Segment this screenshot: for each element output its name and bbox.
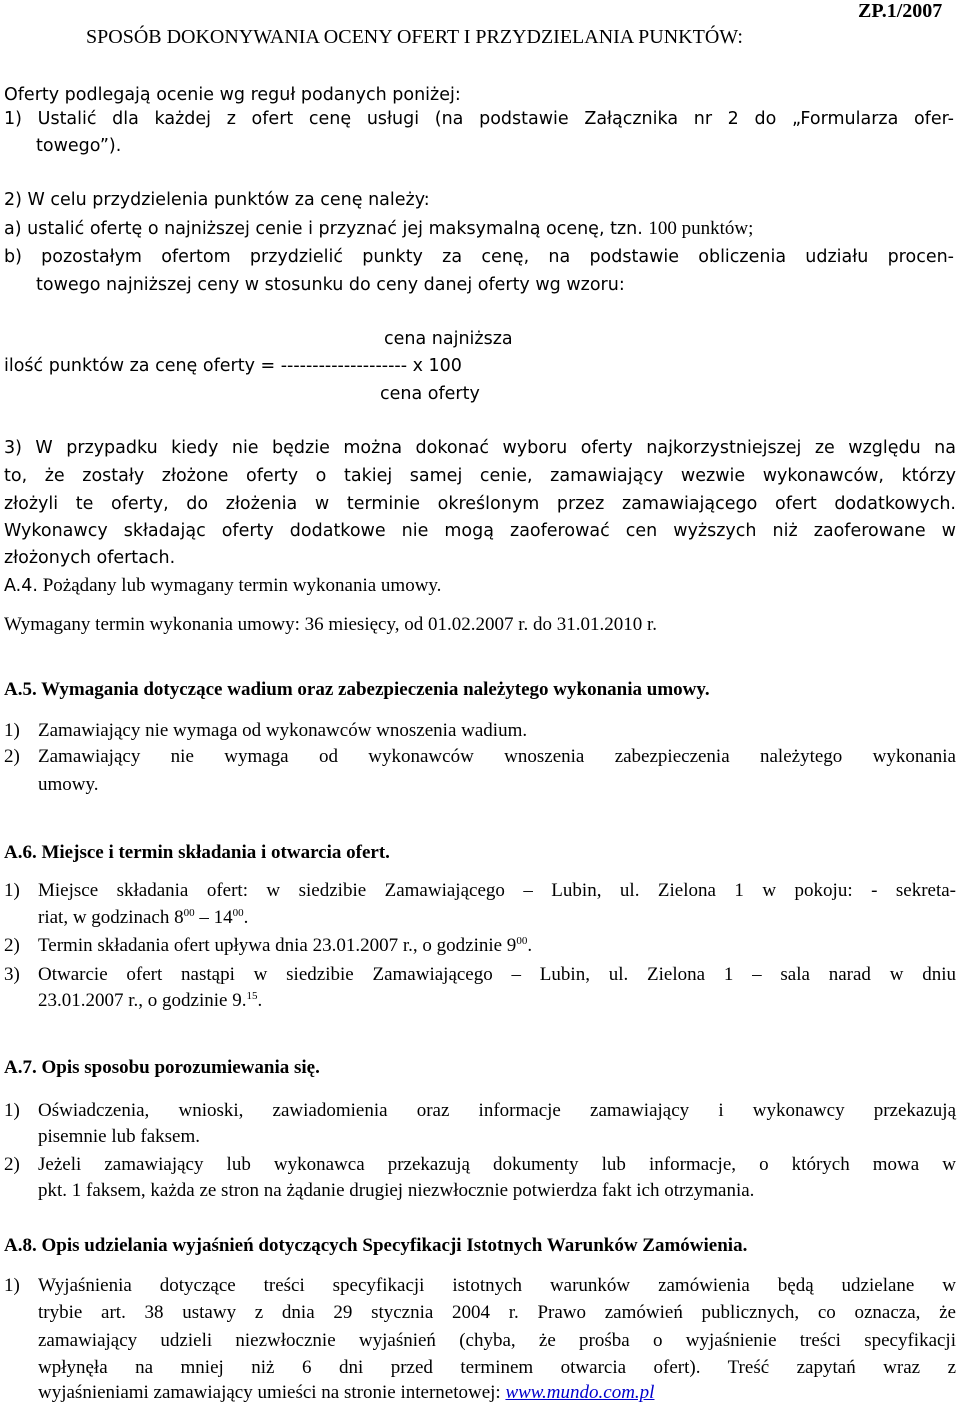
a6-item-2-end: . [527, 935, 533, 956]
a6-item-1-line-2-b: – 14 [194, 907, 233, 928]
scoring-point-2a-points: 100 punktów; [648, 218, 754, 239]
a8-item-1-line-2: trybie art. 38 ustawy z dnia 29 stycznia 2004 r. Prawo zamówień publicznych, co oznacza, że [38, 1302, 956, 1323]
a5-item-2-line-1: Zamawiający nie wymaga od wykonawców wnoszenia zabezpieczenia należytego wykonania [38, 746, 956, 767]
a5-heading: A.5. Wymagania dotyczące wadium oraz zabezpieczenia należytego wykonania umowy. [4, 679, 710, 700]
a8-item-1-line-5-text: wyjaśnieniami zamawiający umieści na stronie internetowej: [38, 1382, 501, 1403]
a4-term-text: Wymagany termin wykonania umowy: 36 miesięcy, od 01.02.2007 r. do 31.01.2010 r. [4, 614, 658, 635]
a7-item-1-number: 1) [4, 1100, 20, 1121]
scoring-point-2-title: 2) W celu przydzielenia punktów za cenę należy: [4, 190, 430, 210]
a6-item-1-line-2-a: riat, w godzinach 8 [38, 907, 184, 928]
a5-item-2-line-2: umowy. [38, 774, 99, 795]
scoring-point-3-line-4: Wykonawcy składając oferty dodatkowe nie mogą zaoferować cen wyższych niż zaoferowane w [4, 521, 956, 541]
a6-item-3-line-2-a: 23.01.2007 r., o godzinie 9. [38, 990, 247, 1011]
scoring-point-3-line-2: to, że zostały złożone oferty o takiej samej cenie, zamawiający wezwie wykonawców, którzy [4, 466, 956, 486]
a8-item-1-line-4: wpłynęła na mniej niż 6 dni przed terminem otwarcia ofert). Treść zapytań wraz z [38, 1357, 956, 1378]
a5-item-1 [4, 718, 527, 744]
a6-item-3-line-2-b: . [257, 990, 263, 1011]
a6-item-1-line-2 [38, 905, 248, 931]
a4-heading [4, 573, 441, 599]
scoring-point-2a-main: a) ustalić ofertę o najniższej cenie i przyznać jej maksymalną ocenę, tzn. [4, 219, 643, 239]
scoring-point-2b-line-2: towego najniższej ceny w stosunku do ceny danej oferty wg wzoru: [36, 275, 625, 295]
a6-heading: A.6. Miejsce i termin składania i otwarcia ofert. [4, 842, 390, 863]
scoring-point-3-line-5: złożonych ofertach. [4, 548, 176, 568]
a8-item-1-number: 1) [4, 1275, 20, 1296]
scoring-point-1-line-1: 1) Ustalić dla każdej z ofert cenę usługi (na podstawie Załącznika nr 2 do „Formularza ofer- [4, 109, 954, 129]
scoring-point-3-line-3: złożyli te oferty, do złożenia w terminie określonym przez zamawiającego ofert dodatkowych. [4, 494, 956, 514]
a7-item-2-number: 2) [4, 1154, 20, 1175]
formula-numerator: cena najniższa [384, 329, 513, 349]
a5-item-1-number: 1) [4, 720, 20, 741]
section-title: SPOSÓB DOKONYWANIA OCENY OFERT I PRZYDZIELANIA PUNKTÓW: [86, 26, 743, 48]
a5-item-1-text: Zamawiający nie wymaga od wykonawców wnoszenia wadium. [38, 720, 528, 741]
a6-item-1-line-2-c: . [243, 907, 249, 928]
a6-item-1-sup-2: 00 [232, 906, 244, 919]
scoring-point-2a [4, 216, 753, 242]
a7-heading: A.7. Opis sposobu porozumiewania się. [4, 1057, 320, 1078]
a8-item-1-line-5 [38, 1380, 654, 1406]
a6-item-2-sup: 00 [516, 934, 528, 947]
a7-item-2-line-1: Jeżeli zamawiający lub wykonawca przekazują dokumenty lub informacje, o których mowa w [38, 1154, 956, 1175]
a6-item-3-line-2 [38, 988, 262, 1014]
a5-item-2-number: 2) [4, 746, 20, 767]
a6-item-1-sup-1: 00 [183, 906, 195, 919]
website-link[interactable]: www.mundo.com.pl [505, 1382, 655, 1403]
formula-denominator: cena oferty [380, 384, 480, 404]
formula-expression: ilość punktów za cenę oferty = -------------------- x 100 [4, 356, 462, 376]
a4-heading-text: Pożądany lub wymagany termin wykonania umowy. [42, 575, 442, 596]
a6-item-3-line-1: Otwarcie ofert nastąpi w siedzibie Zamawiającego – Lubin, ul. Zielona 1 – sala narad w dniu [38, 964, 956, 985]
document-code: ZP.1/2007 [858, 0, 943, 22]
a6-item-1-number: 1) [4, 880, 20, 901]
a6-item-1-line-1: Miejsce składania ofert: w siedzibie Zamawiającego – Lubin, ul. Zielona 1 w pokoju: - sekreta- [38, 880, 956, 901]
scoring-point-1-line-2: towego”). [36, 136, 122, 156]
a8-item-1-line-1: Wyjaśnienia dotyczące treści specyfikacji istotnych warunków zamówienia będą udzielane w [38, 1275, 956, 1296]
scoring-intro: Oferty podlegają ocenie wg reguł podanych poniżej: [4, 85, 461, 105]
a6-item-2-number: 2) [4, 935, 20, 956]
a6-item-3-number: 3) [4, 964, 20, 985]
a8-heading: A.8. Opis udzielania wyjaśnień dotyczących Specyfikacji Istotnych Warunków Zamówienia. [4, 1235, 748, 1256]
a6-item-3-sup: 15 [246, 989, 258, 1002]
a7-item-2-line-2: pkt. 1 faksem, każda ze stron na żądanie drugiej niezwłocznie potwierdza fakt ich otrzymania. [38, 1180, 755, 1201]
scoring-point-3-line-1: 3) W przypadku kiedy nie będzie można dokonać wyboru oferty najkorzystniejszej ze względu na [4, 438, 956, 458]
a7-item-1-line-2: pisemnie lub faksem. [38, 1126, 200, 1147]
a8-item-1-line-3: zamawiający udzieli niezwłocznie wyjaśnień (chyba, że prośba o wyjaśnienie treści specyfikacji [38, 1330, 956, 1351]
a4-heading-number: A.4. [4, 576, 38, 596]
scoring-point-2b-line-1: b) pozostałym ofertom przydzielić punkty za cenę, na podstawie obliczenia udziału procen- [4, 247, 954, 267]
a7-item-1-line-1: Oświadczenia, wnioski, zawiadomienia oraz informacje zamawiający i wykonawcy przekazują [38, 1100, 956, 1121]
a6-item-2-text: Termin składania ofert upływa dnia 23.01.2007 r., o godzinie 9 [38, 935, 517, 956]
a6-item-2 [4, 933, 532, 959]
